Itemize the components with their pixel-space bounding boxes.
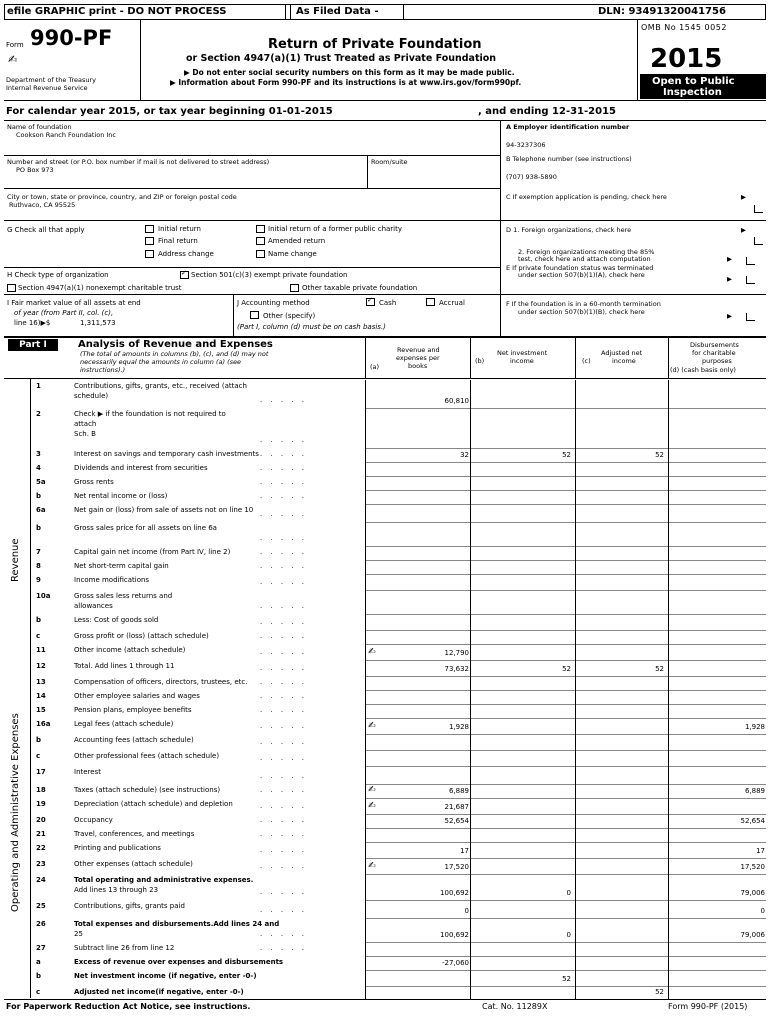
- street-value: PO Box 973: [16, 166, 54, 174]
- cell-d: 79,006: [740, 931, 765, 939]
- cell-d: 79,006: [740, 889, 765, 897]
- dot-leader: . . . . .: [260, 802, 308, 810]
- dot-leader: . . . . .: [260, 464, 308, 472]
- side-revenue: Revenue: [10, 538, 21, 582]
- attachment-icon[interactable]: ✍: [368, 647, 376, 657]
- row-label: Interest on savings and temporary cash investments: [74, 450, 259, 458]
- dln-text: DLN: 93491320041756: [598, 6, 726, 17]
- row-number: 19: [36, 800, 46, 808]
- section-501c3-check-icon: ✓: [181, 269, 187, 277]
- part-i-subtitle-3: instructions).): [80, 366, 126, 374]
- row-label: Travel, conferences, and meetings: [74, 830, 195, 838]
- row-label: Other professional fees (attach schedule): [74, 752, 220, 760]
- row-number: c: [36, 988, 41, 996]
- form-number: 990-PF: [30, 26, 113, 50]
- row-label: Check ▶ if the foundation is not required to: [74, 410, 226, 418]
- row-number: 8: [36, 562, 41, 570]
- dept-treasury: Department of the Treasury: [6, 76, 97, 84]
- attachment-icon[interactable]: ✍: [368, 861, 376, 871]
- dot-leader: . . . . .: [260, 396, 308, 404]
- row-number: 24: [36, 876, 46, 884]
- row-label: Interest: [74, 768, 101, 776]
- row-label: Other expenses (attach schedule): [74, 860, 193, 868]
- final-return-label: Final return: [158, 237, 198, 245]
- row-label: Total. Add lines 1 through 11: [74, 662, 175, 670]
- row-label: Income modifications: [74, 576, 150, 584]
- section-4947-label: Section 4947(a)(1) nonexempt charitable trust: [18, 284, 182, 292]
- row-label: Gross sales less returns and: [74, 592, 173, 600]
- form-footer-id: Form 990-PF (2015): [668, 1002, 748, 1011]
- row-number: c: [36, 752, 41, 760]
- cell-c: 52: [655, 988, 664, 996]
- row-number: b: [36, 616, 42, 624]
- c-exemption-label: C If exemption application is pending, check here: [506, 193, 667, 201]
- cell-a: 17: [460, 847, 469, 855]
- cell-a: -27,060: [441, 959, 469, 967]
- cell-d: 0: [760, 907, 765, 915]
- dot-leader: . . . . .: [260, 450, 308, 458]
- row-label: Less: Cost of goods sold: [74, 616, 159, 624]
- col-b-head-2: income: [510, 357, 534, 365]
- col-d-letter: (d) (cash basis only): [670, 366, 736, 374]
- initial-return-checkbox[interactable]: [145, 225, 154, 233]
- dot-leader: . . . . .: [260, 816, 308, 824]
- f-label-a: F If the foundation is in a 60-month termination: [506, 300, 661, 308]
- d2-label-a: 2. Foreign organizations meeting the 85%: [518, 248, 655, 256]
- room-suite-label: Room/suite: [371, 158, 408, 166]
- part-i-title: Analysis of Revenue and Expenses: [78, 339, 273, 350]
- d2-arrow-icon: ▶: [727, 255, 732, 263]
- f-label-b: under section 507(b)(1)(B), check here: [518, 308, 645, 316]
- row-number: 22: [36, 844, 46, 852]
- cell-a: 1,928: [448, 723, 469, 731]
- dot-leader: . . . . .: [260, 738, 308, 746]
- row-number: 25: [36, 902, 46, 910]
- row-label: Sch. B: [74, 430, 96, 438]
- row-label: attach: [74, 420, 97, 428]
- dot-leader: . . . . .: [260, 618, 308, 626]
- side-expenses: Operating and Administrative Expenses: [10, 713, 21, 912]
- row-number: b: [36, 492, 42, 500]
- part-i-tag: Part I: [8, 339, 58, 351]
- as-filed-text: As Filed Data -: [296, 6, 379, 17]
- irs-name: Internal Revenue Service: [6, 84, 88, 92]
- d2-checkbox[interactable]: [746, 257, 755, 265]
- foundation-name: Cookson Ranch Foundation Inc: [16, 131, 117, 139]
- row-label: Accounting fees (attach schedule): [74, 736, 194, 744]
- name-change-label: Name change: [268, 250, 317, 258]
- row-label: Net investment income (if negative, enter -0-): [74, 972, 257, 980]
- former-charity-checkbox[interactable]: [256, 225, 265, 233]
- d2-label-b: test, check here and attach computation: [518, 255, 651, 263]
- col-b-letter: (b): [475, 357, 485, 365]
- dot-leader: . . . . .: [260, 602, 308, 610]
- row-label: Adjusted net income(if negative, enter -0-): [74, 988, 244, 996]
- cell-a: 100,692: [440, 889, 469, 897]
- row-label: Capital gain net income (from Part IV, line 2): [74, 548, 231, 556]
- dot-leader: . . . . .: [260, 548, 308, 556]
- e-label-b: under section 507(b)(1)(A), check here: [518, 271, 645, 279]
- form-subtitle: or Section 4947(a)(1) Trust Treated as Private Foundation: [186, 53, 497, 64]
- row-label: Add lines 13 through 23: [74, 886, 159, 894]
- row-number: 26: [36, 920, 46, 928]
- tax-year: 2015: [650, 44, 723, 74]
- row-label: Printing and publications: [74, 844, 161, 852]
- cell-a: 17,520: [444, 863, 469, 871]
- attachment-icon[interactable]: ✍: [368, 721, 376, 731]
- col-c-head-2: income: [612, 357, 636, 365]
- dot-leader: . . . . .: [260, 492, 308, 500]
- row-label: 25: [74, 930, 83, 938]
- city-value: Ruthvaco, CA 95525: [9, 201, 76, 209]
- cell-b: 0: [566, 931, 571, 939]
- part-i-subtitle-1: (The total of amounts in columns (b), (c), and (d) may not: [80, 350, 269, 358]
- dot-leader: . . . . .: [260, 632, 308, 640]
- c-arrow-icon: ▶: [741, 193, 746, 201]
- other-taxable-label: Other taxable private foundation: [302, 284, 418, 292]
- efile-text: efile GRAPHIC print - DO NOT PROCESS: [7, 6, 227, 17]
- col-a-head-3: books: [408, 362, 428, 370]
- row-number: 15: [36, 706, 46, 714]
- phone-value: (707) 938-5890: [506, 173, 557, 181]
- f-arrow-icon: ▶: [727, 312, 732, 320]
- row-number: 7: [36, 548, 41, 556]
- row-number: 11: [36, 646, 46, 654]
- e-checkbox[interactable]: [746, 276, 755, 284]
- g-check-label: G Check all that apply: [7, 226, 85, 234]
- dot-leader: . . . . .: [260, 786, 308, 794]
- irs-eagle-icon: ✍: [8, 53, 18, 66]
- cat-number: Cat. No. 11289X: [482, 1002, 548, 1011]
- dot-leader: . . . . .: [260, 944, 308, 952]
- dot-leader: . . . . .: [260, 648, 308, 656]
- dot-leader: . . . . .: [260, 772, 308, 780]
- row-label: Net rental income or (loss): [74, 492, 168, 500]
- row-number: 2: [36, 410, 41, 418]
- attachment-icon[interactable]: ✍: [368, 785, 376, 795]
- name-change-checkbox[interactable]: [256, 250, 265, 258]
- cell-a: 52,654: [444, 817, 469, 825]
- row-label: Other income (attach schedule): [74, 646, 186, 654]
- accounting-method-label: J Accounting method: [237, 299, 310, 307]
- h-check-label: H Check type of organization: [7, 271, 109, 279]
- col-a-head-1: Revenue and: [397, 346, 440, 354]
- ein-label: A Employer identification number: [506, 123, 630, 131]
- dot-leader: . . . . .: [260, 888, 308, 896]
- dot-leader: . . . . .: [260, 846, 308, 854]
- cash-basis-note: (Part I, column (d) must be on cash basis.): [237, 323, 386, 331]
- section-4947-checkbox[interactable]: [7, 284, 16, 292]
- row-label: Gross profit or (loss) (attach schedule): [74, 632, 209, 640]
- row-number: b: [36, 524, 42, 532]
- f-checkbox[interactable]: [746, 313, 755, 321]
- cash-label: Cash: [379, 299, 397, 307]
- row-number: 13: [36, 678, 46, 686]
- city-label: City or town, state or province, country, and ZIP or foreign postal code: [7, 193, 237, 201]
- instructions-link[interactable]: ▶ Information about Form 990-PF and its instructions is at www.irs.gov/form990pf.: [170, 78, 522, 87]
- e-arrow-icon: ▶: [727, 275, 732, 283]
- row-number: 14: [36, 692, 46, 700]
- cell-d: 17: [756, 847, 765, 855]
- row-number: 4: [36, 464, 41, 472]
- row-label: Net gain or (loss) from sale of assets not on line 10: [74, 506, 254, 514]
- col-a-head-2: expenses per: [396, 354, 440, 362]
- d1-label: D 1. Foreign organizations, check here: [506, 226, 632, 234]
- row-number: 3: [36, 450, 41, 458]
- cell-a: 100,692: [440, 931, 469, 939]
- row-label: Total operating and administrative expenses.: [74, 876, 254, 884]
- dot-leader: . . . . .: [260, 692, 308, 700]
- street-label: Number and street (or P.O. box number if mail is not delivered to street address): [7, 158, 270, 166]
- cell-a: 12,790: [444, 649, 469, 657]
- address-change-checkbox[interactable]: [145, 250, 154, 258]
- cell-b: 52: [562, 665, 571, 673]
- fmv-label-2: of year (from Part II, col. (c),: [14, 309, 114, 317]
- other-method-checkbox[interactable]: [250, 311, 259, 319]
- part-i-subtitle-2: necessarily equal the amounts in column (a) (see: [80, 358, 242, 366]
- address-change-label: Address change: [158, 250, 214, 258]
- row-label: Contributions, gifts, grants, etc., received (attach: [74, 382, 247, 390]
- omb-number: OMB No 1545 0052: [641, 23, 727, 32]
- dot-leader: . . . . .: [260, 706, 308, 714]
- col-d-head-2: for charitable: [692, 349, 736, 357]
- dot-leader: . . . . .: [260, 578, 308, 586]
- dot-leader: . . . . .: [260, 754, 308, 762]
- calendar-year-end: , and ending 12-31-2015: [478, 106, 616, 117]
- cell-d: 6,889: [744, 787, 765, 795]
- e-label-a: E If private foundation status was terminated: [506, 264, 654, 272]
- cell-b: 0: [566, 889, 571, 897]
- form-word: Form: [6, 41, 24, 49]
- row-label: Contributions, gifts, grants paid: [74, 902, 185, 910]
- row-number: 17: [36, 768, 46, 776]
- foundation-name-label: Name of foundation: [7, 123, 72, 131]
- cell-a: 0: [464, 907, 469, 915]
- dot-leader: . . . . .: [260, 510, 308, 518]
- dot-leader: . . . . .: [260, 436, 308, 444]
- row-number: 20: [36, 816, 46, 824]
- row-label: Excess of revenue over expenses and disbursements: [74, 958, 284, 966]
- open-to-public: Open to Public: [652, 76, 735, 87]
- dot-leader: . . . . .: [260, 478, 308, 486]
- row-label: Other employee salaries and wages: [74, 692, 200, 700]
- row-number: b: [36, 736, 42, 744]
- row-number: 5a: [36, 478, 46, 486]
- cell-a: 21,687: [444, 803, 469, 811]
- amended-return-label: Amended return: [268, 237, 326, 245]
- row-label: Gross sales price for all assets on line 6a: [74, 524, 217, 532]
- attachment-icon[interactable]: ✍: [368, 801, 376, 811]
- fmv-label-3: line 16)▶$: [14, 319, 51, 327]
- dot-leader: . . . . .: [260, 906, 308, 914]
- row-number: 21: [36, 830, 46, 838]
- paperwork-notice: For Paperwork Reduction Act Notice, see instructions.: [6, 1002, 251, 1011]
- row-label: schedule): [74, 392, 109, 400]
- dot-leader: . . . . .: [260, 830, 308, 838]
- col-a-letter: (a): [370, 363, 380, 371]
- section-501c3-label: Section 501(c)(3) exempt private foundation: [191, 271, 348, 279]
- row-number: 27: [36, 944, 46, 952]
- row-label: Gross rents: [74, 478, 114, 486]
- fmv-label-1: I Fair market value of all assets at end: [7, 299, 141, 307]
- dot-leader: . . . . .: [260, 562, 308, 570]
- dot-leader: . . . . .: [260, 930, 308, 938]
- other-taxable-checkbox[interactable]: [290, 284, 299, 292]
- col-d-head-1: Disbursements: [690, 341, 739, 349]
- cell-a: 6,889: [448, 787, 469, 795]
- row-number: 16a: [36, 720, 51, 728]
- row-number: 10a: [36, 592, 51, 600]
- cell-a: 60,810: [444, 397, 469, 405]
- row-label: Net short-term capital gain: [74, 562, 169, 570]
- cell-c: 52: [655, 451, 664, 459]
- row-label: Occupancy: [74, 816, 113, 824]
- row-number: c: [36, 632, 41, 640]
- dot-leader: . . . . .: [260, 534, 308, 542]
- ein-value: 94-3237306: [506, 141, 546, 149]
- col-b-head-1: Net investment: [497, 349, 548, 357]
- fmv-value: 1,311,573: [80, 319, 116, 327]
- cell-a: 32: [460, 451, 469, 459]
- cell-b: 52: [562, 451, 571, 459]
- row-label: Total expenses and disbursements.Add lines 24 and: [74, 920, 280, 928]
- amended-return-checkbox[interactable]: [256, 237, 265, 245]
- cell-b: 52: [562, 975, 571, 983]
- other-method-label: Other (specify): [263, 312, 316, 320]
- row-label: Dividends and interest from securities: [74, 464, 208, 472]
- row-number: 18: [36, 786, 46, 794]
- cell-d: 1,928: [744, 723, 765, 731]
- cell-d: 52,654: [740, 817, 765, 825]
- d1-arrow-icon: ▶: [741, 226, 746, 234]
- dot-leader: . . . . .: [260, 678, 308, 686]
- row-label: Compensation of officers, directors, trustees, etc.: [74, 678, 248, 686]
- accrual-checkbox[interactable]: [426, 298, 435, 306]
- inspection-label: Inspection: [663, 87, 722, 98]
- col-c-letter: (c): [582, 357, 591, 365]
- cell-c: 52: [655, 665, 664, 673]
- cell-a: 73,632: [444, 665, 469, 673]
- row-label: Taxes (attach schedule) (see instructions): [74, 786, 221, 794]
- row-label: Pension plans, employee benefits: [74, 706, 192, 714]
- form-title: Return of Private Foundation: [268, 37, 482, 52]
- final-return-checkbox[interactable]: [145, 237, 154, 245]
- row-number: 9: [36, 576, 41, 584]
- row-number: a: [36, 958, 41, 966]
- ssn-warning: ▶ Do not enter social security numbers on this form as it may be made public.: [184, 68, 515, 77]
- row-label: Legal fees (attach schedule): [74, 720, 174, 728]
- row-label: allowances: [74, 602, 113, 610]
- row-number: 12: [36, 662, 46, 670]
- cell-d: 17,520: [740, 863, 765, 871]
- col-c-head-1: Adjusted net: [601, 349, 643, 357]
- dot-leader: . . . . .: [260, 664, 308, 672]
- row-number: 23: [36, 860, 46, 868]
- accrual-label: Accrual: [439, 299, 465, 307]
- former-charity-label: Initial return of a former public charity: [268, 225, 403, 233]
- calendar-year-start: For calendar year 2015, or tax year beginning 01-01-2015: [6, 106, 333, 117]
- row-label: Subtract line 26 from line 12: [74, 944, 175, 952]
- dot-leader: . . . . .: [260, 722, 308, 730]
- row-number: 1: [36, 382, 41, 390]
- initial-return-label: Initial return: [158, 225, 201, 233]
- row-number: 6a: [36, 506, 46, 514]
- phone-label: B Telephone number (see instructions): [506, 155, 632, 163]
- d1-checkbox[interactable]: [754, 237, 763, 245]
- row-label: Depreciation (attach schedule) and depletion: [74, 800, 233, 808]
- col-d-head-3: purposes: [702, 357, 732, 365]
- c-exemption-checkbox[interactable]: [754, 205, 763, 213]
- dot-leader: . . . . .: [260, 862, 308, 870]
- row-number: b: [36, 972, 42, 980]
- cash-check-icon: ✓: [367, 296, 373, 304]
